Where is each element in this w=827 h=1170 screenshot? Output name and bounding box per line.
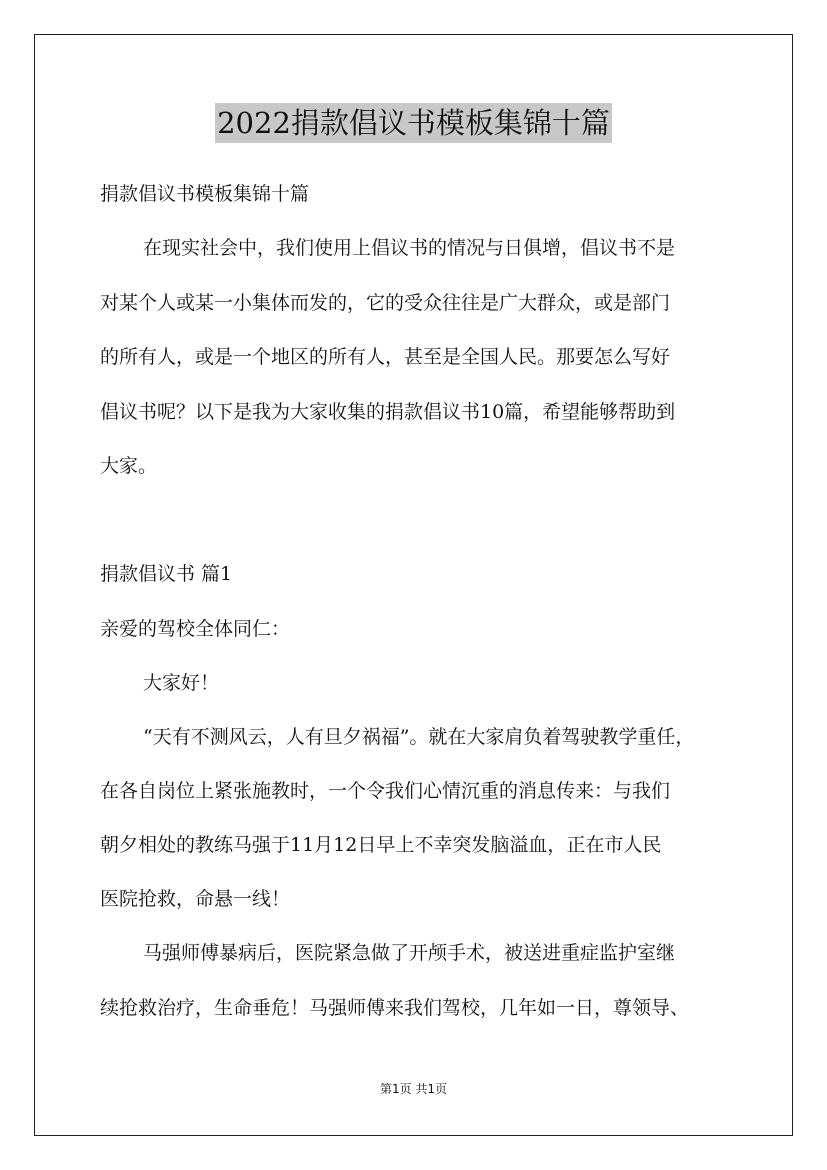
paragraph-line: 在各自岗位上紧张施教时，一个令我们心情沉重的消息传来：与我们 <box>100 780 671 802</box>
intro-line: 倡议书呢？以下是我为大家收集的捐款倡议书10篇，希望能够帮助到 <box>100 401 676 423</box>
page-footer: 第1页 共1页 <box>379 1082 448 1096</box>
intro-line: 对某个人或某一小集体而发的，它的受众往往是广大群众，或是部门 <box>100 292 671 314</box>
intro-line: 在现实社会中，我们使用上倡议书的情况与日俱增，倡议书不是 <box>143 237 676 259</box>
section-heading: 捐款倡议书 篇1 <box>100 563 233 585</box>
paragraph-line: 医院抢救，命悬一线！ <box>100 888 291 910</box>
greeting: 大家好！ <box>143 672 220 694</box>
paragraph-line: 朝夕相处的教练马强于11月12日早上不幸突发脑溢血，正在市人民 <box>100 834 662 856</box>
paragraph-line: “天有不测风云，人有旦夕祸福”。就在大家肩负着驾驶教学重任， <box>143 726 695 748</box>
intro-line: 大家。 <box>100 455 158 477</box>
title-container <box>0 103 827 143</box>
intro-line: 的所有人，或是一个地区的所有人，甚至是全国人民。那要怎么写好 <box>100 346 671 368</box>
salutation: 亲爱的驾校全体同仁： <box>100 618 291 640</box>
paragraph-line: 马强师傅暴病后，医院紧急做了开颅手术，被送进重症监护室继 <box>143 942 676 964</box>
document-title: 2022捐款倡议书模板集锦十篇 <box>215 103 612 143</box>
document-subtitle: 捐款倡议书模板集锦十篇 <box>100 183 310 205</box>
paragraph-line: 续抢救治疗，生命垂危！马强师傅来我们驾校，几年如一日，尊领导、 <box>100 997 690 1019</box>
